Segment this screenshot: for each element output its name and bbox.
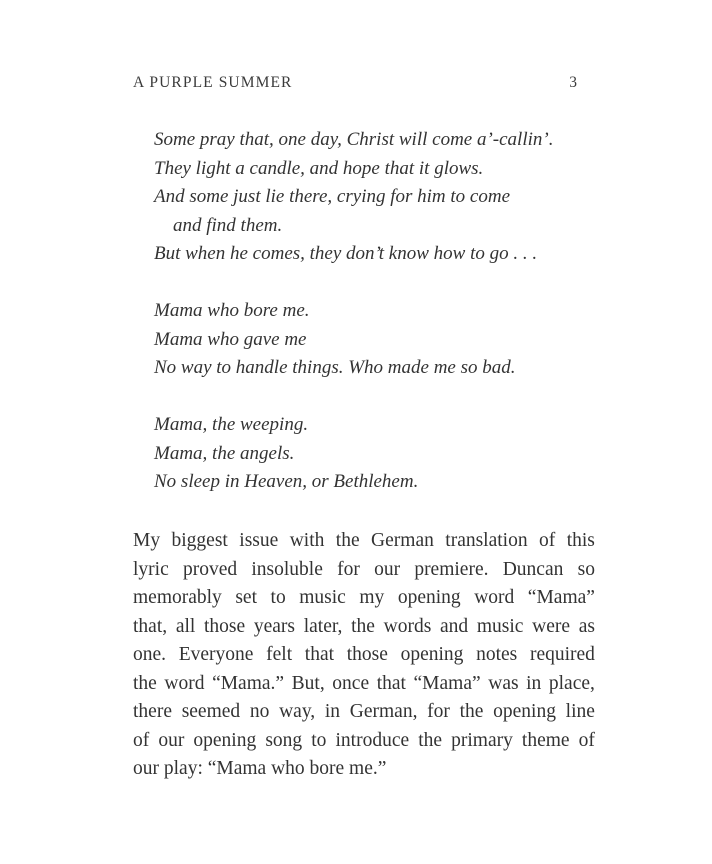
paragraph-line: one. Everyone felt that those opening notes required [133,644,595,665]
paragraph-line: our play: “Mama who bore me.” [133,758,387,779]
paragraph-line: there seemed no way, in German, for the opening line [133,701,595,722]
verse-block [154,126,553,497]
verse-line: Some pray that, one day, Christ will come a’-callin’. [154,129,554,150]
verse-line: and find them. [173,214,283,236]
page-number: 3 [569,74,577,91]
verse-line: Mama, the angels. [154,442,295,464]
verse-line: No sleep in Heaven, or Bethlehem. [154,471,419,492]
paragraph-line: the word “Mama.” But, once that “Mama” was in place, [133,672,595,694]
paragraph-line: that, all those years later, the words and music were as [133,615,595,637]
verse-line: Mama who gave me [154,328,307,350]
verse-line: No way to handle things. Who made me so bad. [154,357,516,378]
verse-stanza [154,126,553,269]
page-header [133,74,595,92]
paragraph-line: lyric proved insoluble for our premiere. Duncan so [133,558,595,580]
paragraph-line: of our opening song to introduce the primary theme of [133,729,595,751]
paragraph-line: My biggest issue with the German translation of this [133,530,595,551]
paragraph-line: memorably set to music my opening word “Mama” [133,587,595,608]
verse-line: And some just lie there, crying for him to come [154,186,511,207]
verse-line: But when he comes, they don’t know how to go . . . [154,243,538,264]
body-paragraph [133,527,595,784]
running-title: A PURPLE SUMMER [133,74,293,91]
verse-stanza [154,411,553,497]
verse-line: Mama, the weeping. [154,414,309,435]
verse-line: They light a candle, and hope that it glows. [154,157,484,179]
verse-line: Mama who bore me. [154,300,310,321]
verse-stanza [154,297,553,383]
